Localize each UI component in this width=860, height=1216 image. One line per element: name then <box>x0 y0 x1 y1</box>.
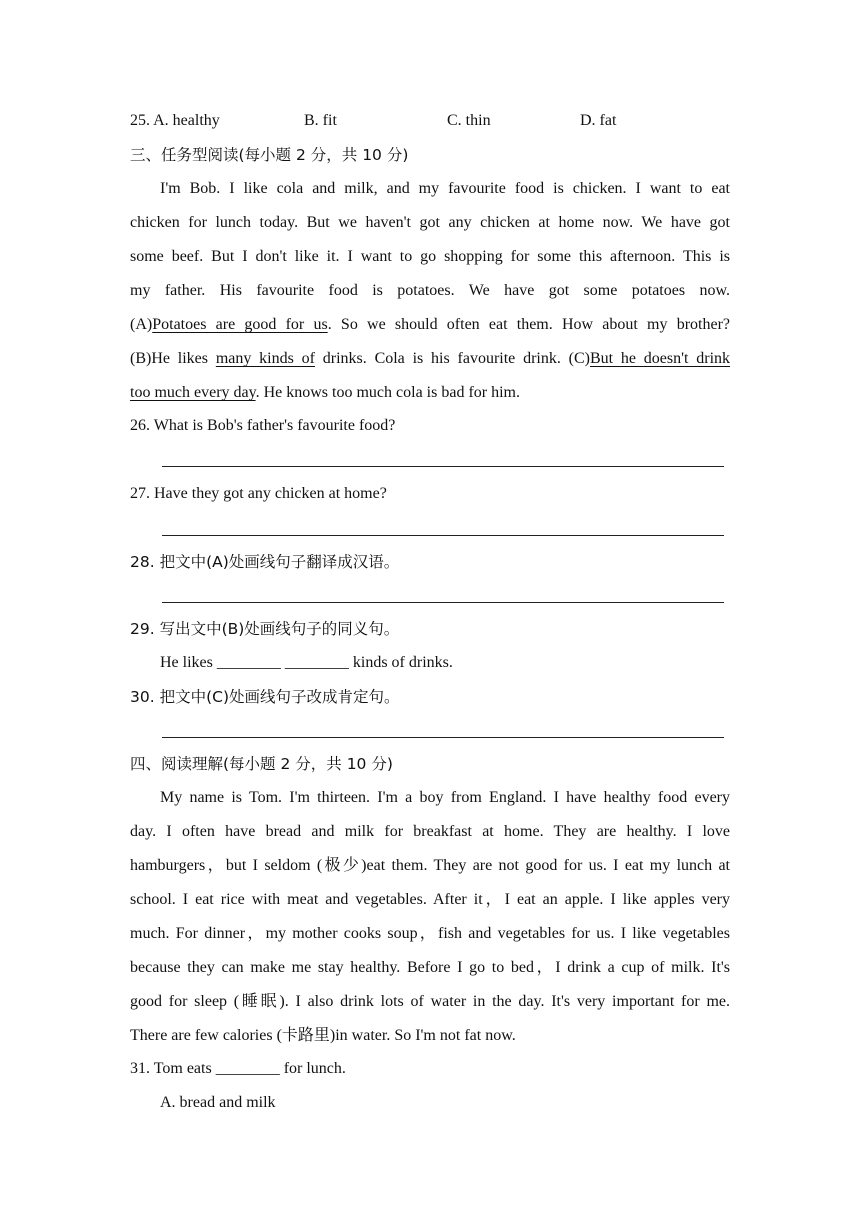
answer-line-27[interactable] <box>162 535 724 536</box>
underlined-sentence-c-part2: too much every day <box>130 384 256 401</box>
passage-1-line-6-middle: drinks. Cola is his favourite drink. (C) <box>314 350 590 367</box>
underlined-phrase-b: many kinds of <box>215 350 315 367</box>
q25-number: 25. <box>130 112 150 129</box>
q31-option-a[interactable]: A. bread and milk <box>160 1094 276 1111</box>
q25-option-a-text: A. healthy <box>153 112 220 129</box>
q25-option-d: D. fat <box>580 112 617 129</box>
passage-1-line-1: I'm Bob. I like cola and milk, and my favourite food is chicken. I want to eat <box>160 180 730 197</box>
question-29-fill-in: He likes ________ ________ kinds of drinks. <box>160 654 453 671</box>
passage-2-line-1: My name is Tom. I'm thirteen. I'm a boy from England. I have healthy food every <box>160 789 730 806</box>
answer-line-30[interactable] <box>162 737 724 738</box>
passage-2-line-7: good for sleep (睡眠). I also drink lots of water in the day. It's very important for me. <box>130 993 730 1010</box>
passage-1-line-5 <box>130 308 730 342</box>
passage-1-line-5-rest: . So we should often eat them. How about my brother? <box>327 316 730 333</box>
passage-1-line-6-start: (B)He likes <box>130 350 216 367</box>
question-26: 26. What is Bob's father's favourite food? <box>130 417 396 434</box>
passage-1-line-6 <box>130 342 730 376</box>
answer-line-26[interactable] <box>162 466 724 467</box>
passage-2-line-5: much. For dinner，my mother cooks soup，fish and vegetables for us. I like vegetables <box>130 925 730 942</box>
section-4-title: 四、阅读理解(每小题 2 分，共 10 分) <box>130 755 393 773</box>
passage-2-line-3: hamburgers，but I seldom (极少)eat them. They are not good for us. I eat my lunch at <box>130 857 730 874</box>
q25-option-b: B. fit <box>304 112 337 129</box>
question-30: 30. 把文中(C)处画线句子改成肯定句。 <box>130 688 400 706</box>
passage-2-line-4: school. I eat rice with meat and vegetables. After it，I eat an apple. I like apples very <box>130 891 730 908</box>
passage-2-line-2: day. I often have bread and milk for breakfast at home. They are healthy. I love <box>130 823 730 840</box>
marker-a: (A) <box>130 316 153 333</box>
passage-1-line-3: some beef. But I don't like it. I want to go shopping for some this afternoon. This is <box>130 248 730 265</box>
passage-1-line-2: chicken for lunch today. But we haven't got any chicken at home now. We have got <box>130 214 730 231</box>
passage-1-line-4: my father. His favourite food is potatoes. We have got some potatoes now. <box>130 282 730 299</box>
q25-option-c: C. thin <box>447 112 491 129</box>
passage-2-line-8: There are few calories (卡路里)in water. So I'm not fat now. <box>130 1027 516 1044</box>
answer-line-28[interactable] <box>162 602 724 603</box>
question-27: 27. Have they got any chicken at home? <box>130 485 387 502</box>
passage-1-line-7 <box>130 376 730 410</box>
q25-option-a <box>130 104 220 138</box>
passage-2-line-6: because they can make me stay healthy. Before I go to bed，I drink a cup of milk. It's <box>130 959 730 976</box>
section-3-title: 三、任务型阅读(每小题 2 分，共 10 分) <box>130 146 409 164</box>
question-28: 28. 把文中(A)处画线句子翻译成汉语。 <box>130 553 400 571</box>
underlined-sentence-c-part1: But he doesn't drink <box>589 350 731 367</box>
question-29: 29. 写出文中(B)处画线句子的同义句。 <box>130 620 400 638</box>
underlined-sentence-a: Potatoes are good for us <box>152 316 328 333</box>
question-31: 31. Tom eats ________ for lunch. <box>130 1060 346 1077</box>
passage-1-line-7-rest: . He knows too much cola is bad for him. <box>255 384 520 401</box>
